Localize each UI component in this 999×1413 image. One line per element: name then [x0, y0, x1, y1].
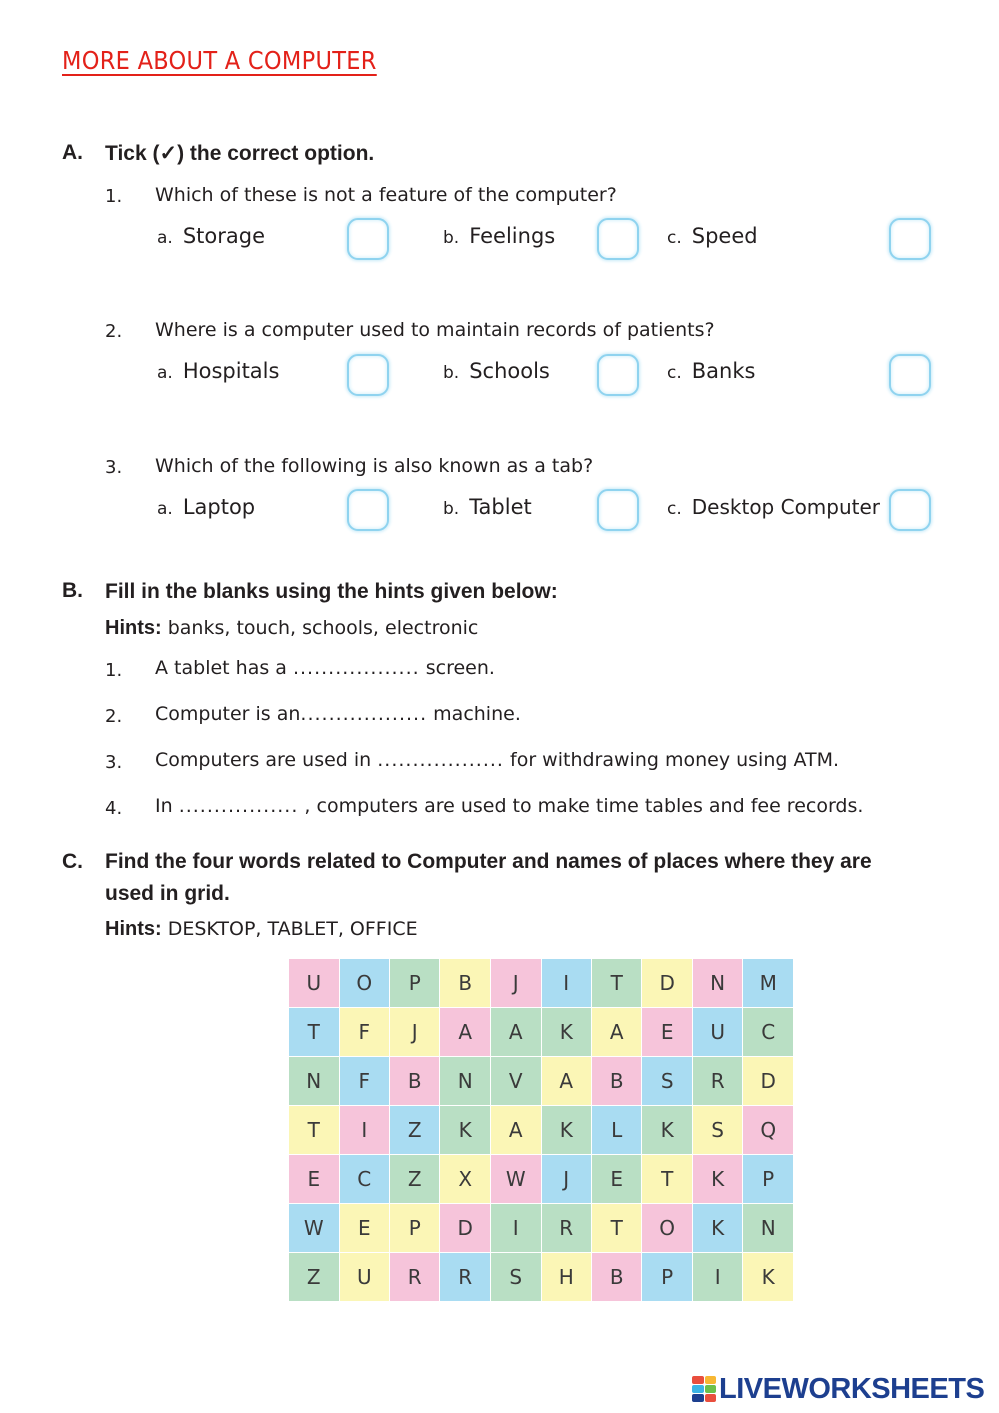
grid-cell[interactable]: E: [340, 1204, 389, 1252]
option-label: Hospitals: [182, 359, 280, 383]
q3-option-a-checkbox[interactable]: [347, 489, 389, 531]
section-a-heading: Tick (✓) the correct option.: [105, 142, 375, 165]
fill-2: [155, 703, 521, 725]
logo-square: [692, 1385, 704, 1393]
question-1-text: Which of these is not a feature of the computer?: [155, 184, 617, 206]
grid-cell[interactable]: K: [743, 1253, 793, 1301]
option-label: Banks: [691, 359, 756, 383]
grid-cell[interactable]: O: [340, 959, 389, 1007]
question-3-number: 3.: [105, 457, 123, 478]
grid-cell[interactable]: T: [592, 959, 641, 1007]
grid-cell[interactable]: P: [390, 1204, 439, 1252]
fill-text-after: for withdrawing money using ATM.: [503, 749, 840, 771]
q2-option-b: [443, 359, 550, 383]
section-c-heading-line-1: Find the four words related to Computer and names of places where they are: [105, 850, 872, 873]
grid-cell[interactable]: K: [542, 1106, 591, 1154]
fill-blank-2[interactable]: ..................: [300, 703, 428, 725]
grid-cell[interactable]: T: [592, 1204, 641, 1252]
option-label: Laptop: [182, 495, 256, 519]
grid-cell[interactable]: B: [440, 959, 489, 1007]
option-label: Desktop Computer: [691, 495, 881, 519]
logo-square: [692, 1394, 704, 1402]
grid-cell[interactable]: X: [440, 1155, 489, 1203]
grid-row: [289, 1057, 793, 1105]
grid-row: [289, 1204, 793, 1252]
section-c-letter: C.: [62, 850, 83, 873]
grid-cell[interactable]: E: [642, 1008, 691, 1056]
grid-cell[interactable]: D: [440, 1204, 489, 1252]
option-letter: c.: [667, 363, 682, 383]
q3-option-b-checkbox[interactable]: [597, 489, 639, 531]
grid-cell[interactable]: M: [743, 959, 793, 1007]
hints-text: DESKTOP, TABLET, OFFICE: [161, 918, 418, 940]
q3-option-b: [443, 495, 532, 519]
option-letter: a.: [157, 499, 173, 519]
grid-cell[interactable]: U: [693, 1008, 742, 1056]
question-1-number: 1.: [105, 186, 123, 207]
grid-cell[interactable]: V: [491, 1057, 541, 1105]
q2-option-c: [667, 359, 755, 383]
option-letter: b.: [443, 228, 460, 248]
fill-4-number: 4.: [105, 798, 123, 819]
grid-cell[interactable]: I: [542, 959, 591, 1007]
grid-cell[interactable]: J: [491, 959, 541, 1007]
q1-option-c: [667, 224, 758, 248]
grid-cell[interactable]: D: [743, 1057, 793, 1105]
liveworksheets-logo: [692, 1372, 984, 1406]
fill-2-number: 2.: [105, 706, 123, 727]
grid-cell[interactable]: N: [693, 959, 742, 1007]
fill-text-after: machine.: [427, 703, 521, 725]
fill-3: [155, 749, 839, 771]
question-2-text: Where is a computer used to maintain records of patients?: [155, 319, 715, 341]
grid-cell[interactable]: U: [340, 1253, 389, 1301]
grid-cell[interactable]: A: [491, 1008, 541, 1056]
grid-row: [289, 1008, 793, 1056]
q1-option-b: [443, 224, 555, 248]
option-label: Speed: [691, 224, 758, 248]
grid-cell[interactable]: K: [642, 1106, 691, 1154]
grid-cell[interactable]: I: [693, 1253, 742, 1301]
grid-cell[interactable]: K: [440, 1106, 489, 1154]
q1-option-b-checkbox[interactable]: [597, 218, 639, 260]
grid-row: [289, 1253, 793, 1301]
liveworksheets-logo-icon: [692, 1376, 716, 1402]
logo-square: [705, 1376, 717, 1384]
grid-cell[interactable]: O: [642, 1204, 691, 1252]
q3-option-c-checkbox[interactable]: [889, 489, 931, 531]
q3-option-c: [667, 495, 880, 519]
grid-cell[interactable]: Z: [390, 1106, 439, 1154]
grid-cell[interactable]: Q: [743, 1106, 793, 1154]
grid-cell[interactable]: A: [491, 1106, 541, 1154]
hints-label: Hints:: [105, 918, 162, 940]
grid-cell[interactable]: N: [743, 1204, 793, 1252]
fill-text-before: Computer is an: [155, 703, 301, 725]
grid-cell[interactable]: A: [542, 1057, 591, 1105]
q1-option-a-checkbox[interactable]: [347, 218, 389, 260]
fill-blank-4[interactable]: .................: [178, 795, 299, 817]
option-label: Storage: [182, 224, 265, 248]
q1-option-a: [157, 224, 265, 248]
option-letter: c.: [667, 499, 682, 519]
option-label: Tablet: [469, 495, 532, 519]
grid-cell[interactable]: D: [642, 959, 691, 1007]
fill-4: [155, 795, 863, 817]
fill-3-number: 3.: [105, 752, 123, 773]
grid-cell[interactable]: R: [390, 1253, 439, 1301]
grid-cell[interactable]: P: [642, 1253, 691, 1301]
logo-square: [692, 1376, 704, 1384]
fill-blank-3[interactable]: ..................: [377, 749, 504, 771]
q2-option-a: [157, 359, 279, 383]
logo-text: LIVEWORKSHEETS: [719, 1372, 985, 1405]
grid-cell[interactable]: R: [693, 1057, 742, 1105]
grid-cell[interactable]: K: [542, 1008, 591, 1056]
logo-square: [705, 1394, 717, 1402]
question-2-number: 2.: [105, 321, 123, 342]
grid-row: [289, 1106, 793, 1154]
fill-text-after: , computers are used to make time tables and fee records.: [298, 795, 864, 817]
fill-text-after: screen.: [419, 657, 495, 679]
grid-cell[interactable]: H: [542, 1253, 591, 1301]
q2-option-b-checkbox[interactable]: [597, 354, 639, 396]
section-c-hints: [105, 918, 418, 941]
section-b-heading: Fill in the blanks using the hints given below:: [105, 580, 558, 603]
option-letter: a.: [157, 228, 173, 248]
option-label: Feelings: [469, 224, 556, 248]
grid-cell[interactable]: J: [542, 1155, 591, 1203]
fill-blank-1[interactable]: ..................: [292, 657, 420, 679]
grid-cell[interactable]: I: [340, 1106, 389, 1154]
grid-cell[interactable]: T: [289, 1106, 339, 1154]
fill-text-before: Computers are used in: [155, 749, 378, 771]
grid-cell[interactable]: B: [592, 1253, 641, 1301]
grid-cell[interactable]: R: [440, 1253, 489, 1301]
grid-cell[interactable]: U: [289, 959, 339, 1007]
grid-cell[interactable]: Z: [390, 1155, 439, 1203]
grid-cell[interactable]: R: [542, 1204, 591, 1252]
fill-text-before: A tablet has a: [155, 657, 293, 679]
section-b-hints: [105, 617, 478, 640]
grid-cell[interactable]: S: [693, 1106, 742, 1154]
grid-cell[interactable]: Z: [289, 1253, 339, 1301]
grid-cell[interactable]: B: [390, 1057, 439, 1105]
word-search-grid: [288, 958, 794, 1302]
grid-cell[interactable]: F: [340, 1008, 389, 1056]
option-letter: b.: [443, 499, 460, 519]
section-c-heading-line-2: used in grid.: [105, 882, 230, 905]
grid-cell[interactable]: S: [642, 1057, 691, 1105]
option-letter: b.: [443, 363, 460, 383]
grid-cell[interactable]: S: [491, 1253, 541, 1301]
grid-cell[interactable]: N: [440, 1057, 489, 1105]
grid-cell[interactable]: I: [491, 1204, 541, 1252]
grid-cell[interactable]: K: [693, 1204, 742, 1252]
grid-cell[interactable]: P: [390, 959, 439, 1007]
fill-text-before: In: [155, 795, 179, 817]
option-label: Schools: [469, 359, 550, 383]
grid-cell[interactable]: W: [289, 1204, 339, 1252]
grid-cell[interactable]: A: [440, 1008, 489, 1056]
grid-cell[interactable]: T: [289, 1008, 339, 1056]
q2-option-c-checkbox[interactable]: [889, 354, 931, 396]
grid-cell[interactable]: A: [592, 1008, 641, 1056]
logo-square: [705, 1385, 717, 1393]
option-letter: a.: [157, 363, 173, 383]
grid-cell[interactable]: E: [289, 1155, 339, 1203]
q1-option-c-checkbox[interactable]: [889, 218, 931, 260]
q2-option-a-checkbox[interactable]: [347, 354, 389, 396]
option-letter: c.: [667, 228, 682, 248]
grid-cell[interactable]: C: [743, 1008, 793, 1056]
grid-cell[interactable]: P: [743, 1155, 793, 1203]
grid-row: [289, 959, 793, 1007]
grid-row: [289, 1155, 793, 1203]
grid-cell[interactable]: C: [340, 1155, 389, 1203]
q3-option-a: [157, 495, 255, 519]
grid-cell[interactable]: J: [390, 1008, 439, 1056]
grid-cell[interactable]: N: [289, 1057, 339, 1105]
grid-cell[interactable]: W: [491, 1155, 541, 1203]
grid-cell[interactable]: L: [592, 1106, 641, 1154]
grid-cell[interactable]: E: [592, 1155, 641, 1203]
hints-label: Hints:: [105, 617, 162, 639]
grid-cell[interactable]: B: [592, 1057, 641, 1105]
fill-1: [155, 657, 495, 679]
hints-text: banks, touch, schools, electronic: [161, 617, 479, 639]
fill-1-number: 1.: [105, 660, 123, 681]
grid-cell[interactable]: T: [642, 1155, 691, 1203]
grid-cell[interactable]: K: [693, 1155, 742, 1203]
question-3-text: Which of the following is also known as a tab?: [155, 455, 594, 477]
section-a-letter: A.: [62, 141, 83, 164]
page-title: MORE ABOUT A COMPUTER: [62, 46, 377, 75]
section-b-letter: B.: [62, 579, 83, 602]
grid-cell[interactable]: F: [340, 1057, 389, 1105]
